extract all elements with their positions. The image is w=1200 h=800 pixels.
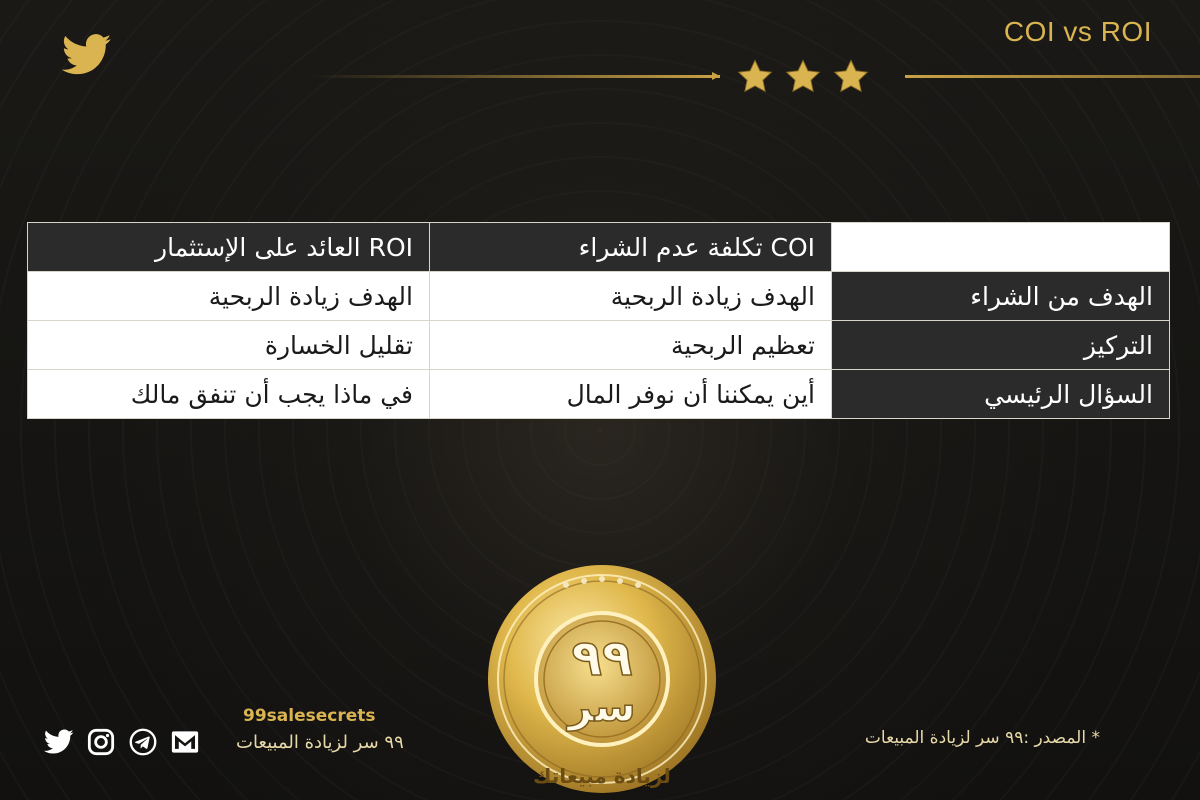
coin-number: ٩٩ — [571, 629, 633, 687]
telegram-icon[interactable] — [128, 728, 158, 756]
roi-cell: الهدف زيادة الربحية — [28, 272, 430, 321]
coin-caption: لزيادة مبيعاتك — [533, 764, 671, 788]
coi-cell: تعظيم الربحية — [430, 321, 832, 370]
rating-stars — [736, 58, 870, 96]
table-row — [28, 321, 1170, 370]
brand-name: ٩٩ سر لزيادة المبيعات — [236, 732, 404, 753]
row-label: التركيز — [832, 321, 1170, 370]
star-icon — [736, 58, 774, 96]
coi-cell: الهدف زيادة الربحية — [430, 272, 832, 321]
roi-cell: تقليل الخسارة — [28, 321, 430, 370]
row-label: السؤال الرئيسي — [832, 370, 1170, 419]
coi-cell: أين يمكننا أن نوفر المال — [430, 370, 832, 419]
divider-line-left — [310, 75, 720, 78]
mail-icon[interactable] — [170, 728, 200, 756]
divider-line-right — [905, 75, 1200, 78]
comparison-table — [27, 222, 1170, 419]
instagram-icon[interactable] — [86, 728, 116, 756]
twitter-icon[interactable] — [62, 34, 112, 76]
star-icon — [784, 58, 822, 96]
table-row — [28, 370, 1170, 419]
social-links — [44, 728, 200, 756]
column-header-roi: ROI العائد على الإستثمار — [28, 223, 430, 272]
column-header-coi: COI تكلفة عدم الشراء — [430, 223, 832, 272]
star-icon — [832, 58, 870, 96]
twitter-icon[interactable] — [44, 728, 74, 756]
source-note: * المصدر :٩٩ سر لزيادة المبيعات — [864, 728, 1100, 748]
brand-handle: 99salesecrets — [243, 706, 376, 726]
table-corner-cell — [832, 223, 1170, 272]
page-title: COI vs ROI — [1003, 16, 1152, 47]
table-header-row — [28, 223, 1170, 272]
roi-cell: في ماذا يجب أن تنفق مالك — [28, 370, 430, 419]
row-label: الهدف من الشراء — [832, 272, 1170, 321]
brand-coin-logo — [486, 563, 718, 795]
table-row — [28, 272, 1170, 321]
coin-word: سر — [568, 682, 636, 731]
